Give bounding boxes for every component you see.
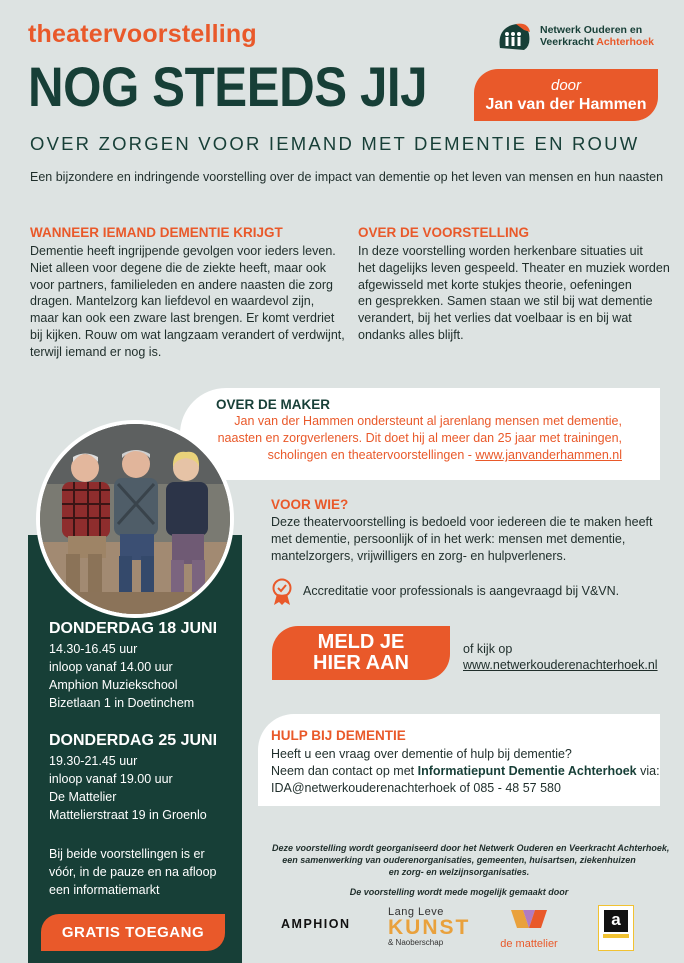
org-logo [494,20,669,56]
section-dementie [30,225,345,361]
body-line: mantelzorgers, vrijwilligers en zorg- en hulpverleners. [271,548,567,563]
register-button-line2: HIER AAN [313,652,409,674]
body-line: met dementie, persoonlijk of in het werk: mensen met dementie, [271,531,626,546]
body-line: dragen. Mantelzorg kan liefdevol en waardevol zijn, [30,294,315,309]
note-line: een samenwerking van ouderenorganisaties, gemeenten, huisartsen, ziekenhuizen [282,855,636,865]
org-logo-line2b: Achterhoek [596,36,654,48]
body-line: voor partners, familieleden en andere naasten die zorg [30,277,333,292]
people-group-icon [494,20,532,52]
alzheimer-nederland-logo [598,905,634,951]
maker-line: scholingen en theatervoorstellingen - [267,448,476,462]
intro-text: Een bijzondere en indringende voorstelling over de impact van dementie op het leven van mensen en hun naasten [30,170,664,184]
date-line: inloop vanaf 14.00 uur [49,660,173,674]
maker-photo [40,424,230,614]
section-hulp [271,746,660,796]
body-line: In deze voorstelling worden herkenbare situaties uit [358,244,643,258]
section-voorwie [271,514,653,564]
body-line: maar kan ook een zware last brengen. Er komt verdriet [30,311,335,326]
date-heading-1: DONDERDAG 18 JUNI [49,620,218,637]
subtitle: OVER ZORGEN VOOR IEMAND MET DEMENTIE EN ROUW [30,133,640,154]
date-line: Amphion Muziekschool [49,678,178,692]
date-line: De Mattelier [49,790,117,804]
group-photo-illustration [40,424,230,614]
accreditation-text: Accreditatie voor professionals is aangevraagd bij V&VN. [303,584,620,598]
maker-website-link[interactable]: www.janvanderhammen.nl [475,448,622,462]
mattelier-logo-text: de mattelier [500,938,558,950]
body-line: het dagelijks leven gespeeld. Theater en muziek worden [358,260,670,275]
body-line: Neem dan contact op met [271,763,418,778]
register-button[interactable] [272,626,450,680]
maker-heading: OVER DE MAKER [216,397,331,412]
register-button-line1: MELD JE [317,631,405,653]
maker-line: naasten en zorgverleners. Dit doet hij al meer dan 25 jaar met trainingen, [217,431,622,445]
author-badge [474,69,658,121]
body-line: Heeft u een vraag over dementie of hulp bij dementie? [271,747,572,761]
mattelier-mark-icon [509,906,549,932]
kunst-logo-line3: & Naoberschap [388,938,444,947]
note-line: een informatiemarkt [49,883,160,897]
org-logo-line2a: Veerkracht [540,36,597,48]
date-line: Bizetlaan 1 in Doetinchem [49,696,195,710]
note-line: Bij beide voorstellingen is er [49,847,205,861]
network-website-link[interactable]: www.netwerkouderenachterhoek.nl [463,658,658,672]
date-heading-2: DONDERDAG 25 JUNI [49,732,218,749]
section-voorstelling [358,225,670,344]
note-line: Deze voorstelling wordt georganiseerd door het Netwerk Ouderen en Veerkracht Achterhoek, [272,843,670,853]
alzheimer-logo-mark: a [604,910,628,932]
date-details-2 [49,752,207,824]
date-line: 14.30-16.45 uur [49,642,138,656]
body-line: Niet alleen voor degene die de ziekte heeft, maar ook [30,260,327,275]
alzheimer-logo-bar [603,934,629,938]
body-line: afgewisseld met korte stukjes theorie, oefeningen [358,277,632,292]
mattelier-logo [488,906,570,948]
support-note: De voorstelling wordt mede mogelijk gemaakt door [349,887,569,897]
body-line: terwijl iemand er nog is. [30,344,162,359]
organizer-note [272,842,670,878]
maker-line: Jan van der Hammen ondersteunt al jarenlang mensen met dementie, [234,414,622,428]
date-line: Mattelierstraat 19 in Groenlo [49,808,207,822]
date-line: 19.30-21.45 uur [49,754,138,768]
kicker-text: theatervoorstelling [28,20,257,48]
body-line: Dementie heeft ingrijpende gevolgen voor ieders leven. [30,244,336,258]
org-logo-line1: Netwerk Ouderen en [540,24,643,36]
lang-leve-kunst-logo [388,906,471,952]
note-line: en zorg- en welzijnsorganisaties. [388,867,530,877]
cta-alt-text: of kijk op [463,642,513,656]
body-line: en gesprekken. Samen staan we stil bij wat dementie [358,294,653,309]
author-name: Jan van der Hammen [485,96,647,113]
contact-line[interactable]: IDA@netwerkouderenachterhoek of 085 - 48 57 580 [271,780,561,795]
date-details-1 [49,640,194,712]
info-market-note [49,845,217,899]
note-line: vóór, in de pauze en na afloop [49,865,217,879]
award-ribbon-icon [271,578,293,606]
section-heading: OVER DE VOORSTELLING [358,225,530,240]
body-line: via: [636,763,660,778]
kunst-logo-line1: Lang Leve [388,906,444,918]
amphion-logo-text: AMPHION [281,917,351,931]
ida-name: Informatiepunt Dementie Achterhoek [417,763,637,778]
cta-alternative [463,641,658,673]
page-title: NOG STEEDS JIJ [28,55,428,118]
body-line: verandert, bij het verlies dat voelbaar is en bij wat [358,311,632,326]
section-heading: WANNEER IEMAND DEMENTIE KRIJGT [30,225,283,240]
body-line: ondanks alles blijft. [358,327,464,342]
amphion-logo [281,917,367,943]
kunst-logo-line2: KUNST [388,916,471,939]
maker-text [200,413,622,464]
date-line: inloop vanaf 19.00 uur [49,772,173,786]
free-entry-badge: GRATIS TOEGANG [41,914,225,951]
section-heading-voorwie: VOOR WIE? [271,497,349,512]
author-prefix: door [550,77,582,94]
body-line: Deze theatervoorstelling is bedoeld voor iedereen die te maken heeft [271,515,653,529]
section-heading-hulp: HULP BIJ DEMENTIE [271,728,406,743]
body-line: bij kijken. Rouw om wat langzaam verandert of verdwijnt, [30,327,345,342]
